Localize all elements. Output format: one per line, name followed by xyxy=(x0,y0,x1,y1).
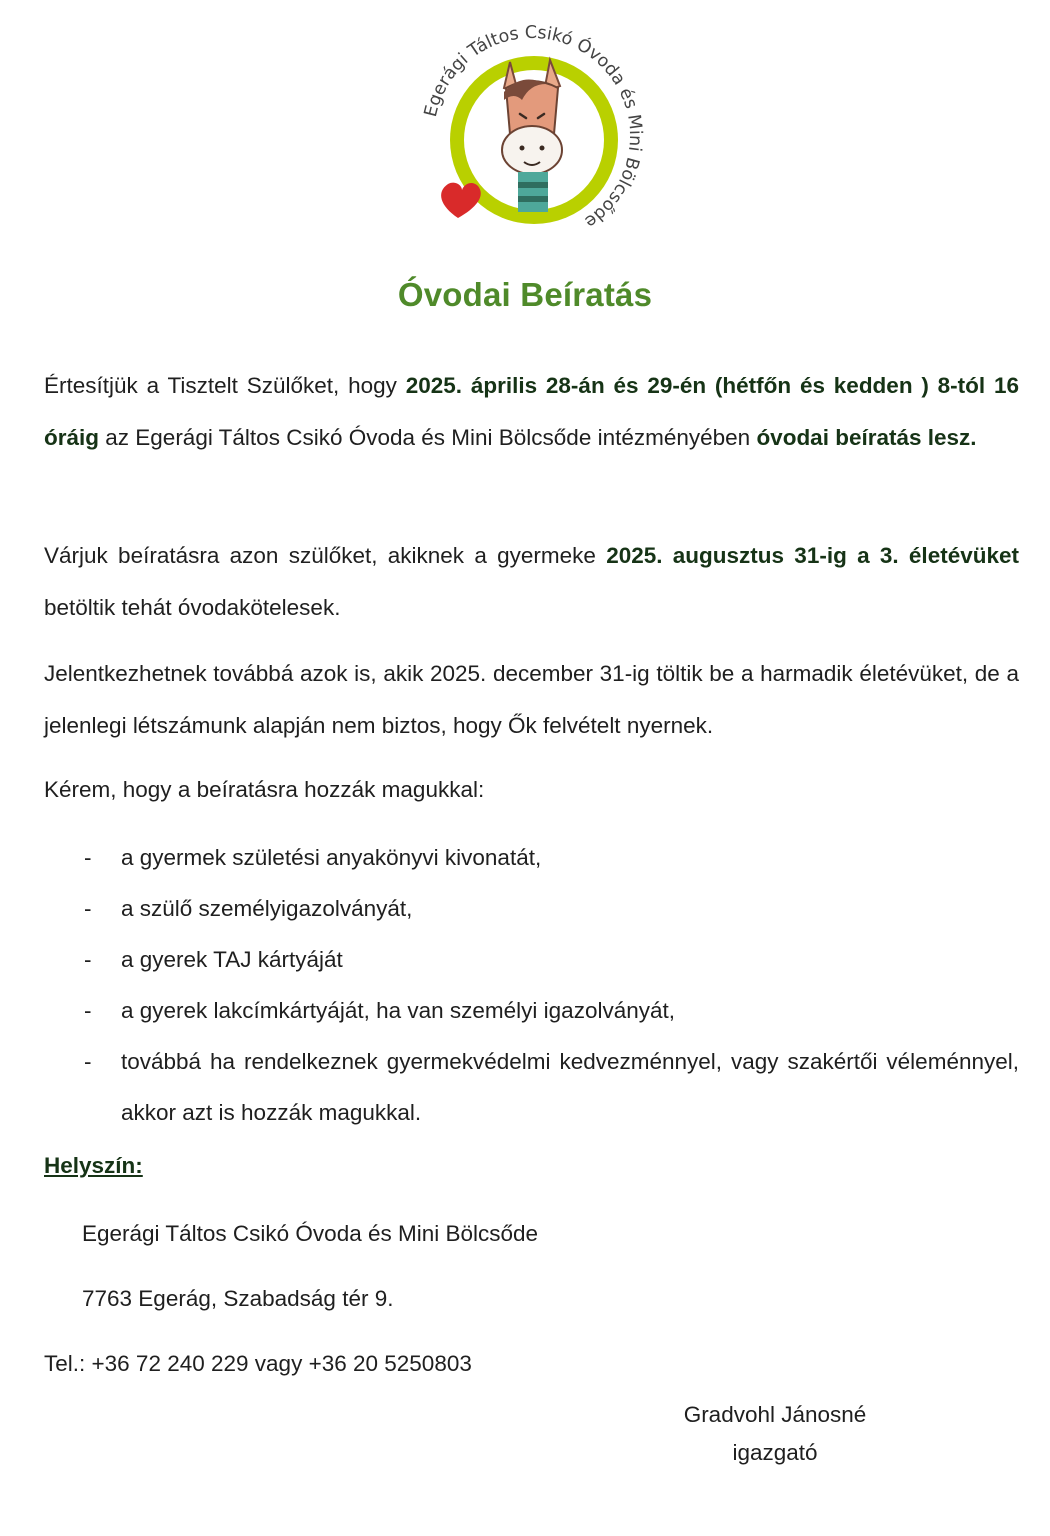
kindergarten-logo xyxy=(418,22,646,250)
list-item-text: a gyerek lakcímkártyáját, ha van személyi igazolványát, xyxy=(121,998,675,1023)
horse-snout xyxy=(502,126,562,174)
signature-name: Gradvohl Jánosné xyxy=(683,1402,867,1427)
list-item xyxy=(44,985,1019,1036)
phone-numbers: Tel.: +36 72 240 229 vagy +36 20 5250803 xyxy=(44,1351,472,1376)
horse-neck-stripe-2 xyxy=(518,196,548,202)
location-address: 7763 Egerág, Szabadság tér 9. xyxy=(82,1286,394,1311)
heart-icon xyxy=(441,183,481,218)
list-item-text: a gyermek születési anyakönyvi kivonatát, xyxy=(121,845,542,870)
eligibility-text-1: Várjuk beíratásra azon szülőket, akiknek a gyermeke xyxy=(44,543,607,568)
list-dash: - xyxy=(84,947,92,972)
logo-ring-text: Egerági Táltos Csikó Óvoda és Mini Bölcsőde xyxy=(421,22,646,232)
intro-event-bold: óvodai beíratás lesz. xyxy=(756,425,977,450)
horse-logo-icon xyxy=(418,22,646,250)
list-item-text: a szülő személyigazolványát, xyxy=(121,896,413,921)
list-item xyxy=(44,934,1019,985)
location-name: Egerági Táltos Csikó Óvoda és Mini Bölcsőde xyxy=(82,1221,539,1246)
page-title: Óvodai Beíratás xyxy=(397,276,653,313)
horse-neck xyxy=(518,172,548,212)
eligibility-date-bold: 2025. augusztus 31-ig a 3. életévüket xyxy=(606,543,1019,568)
documents-intro: Kérem, hogy a beíratásra hozzák magukkal: xyxy=(44,777,485,802)
intro-text-2: az Egerági Táltos Csikó Óvoda és Mini Bölcsőde intézményében xyxy=(99,425,757,450)
list-item-text: a gyerek TAJ kártyáját xyxy=(121,947,343,972)
intro-paragraph xyxy=(44,360,1019,464)
eligibility-text-2: betöltik tehát óvodakötelesek. xyxy=(44,595,341,620)
list-dash: - xyxy=(84,896,92,921)
intro-date-bold: 2025. április 28-án és 29-én (hétfőn és kedden ) 8-tól 16 óráig xyxy=(44,373,1020,450)
location-heading: Helyszín: xyxy=(44,1153,143,1178)
list-dash: - xyxy=(84,845,92,870)
horse-neck-stripe-1 xyxy=(518,182,548,188)
intro-text-1: Értesítjük a Tisztelt Szülőket, hogy xyxy=(44,373,406,398)
list-item xyxy=(44,832,1019,883)
list-item-text: továbbá ha rendelkeznek gyermekvédelmi kedvezménnyel, vagy szakértői véleménnyel, akkor azt is hozzák magukkal. xyxy=(121,1049,1019,1125)
list-dash: - xyxy=(84,1049,92,1074)
documents-list xyxy=(44,832,1019,1138)
list-item xyxy=(44,883,1019,934)
list-item xyxy=(44,1036,1019,1138)
eligibility-paragraph xyxy=(44,530,1019,634)
list-dash: - xyxy=(84,998,92,1023)
horse-left-nostril xyxy=(520,146,525,151)
horse-right-nostril xyxy=(540,146,545,151)
signature-role: igazgató xyxy=(732,1440,818,1465)
additional-applicants-paragraph: Jelentkezhetnek továbbá azok is, akik 2025. december 31-ig töltik be a harmadik életévüket, de a jelenlegi létszámunk alapján nem biztos, hogy Ők felvételt nyernek. xyxy=(44,661,1019,738)
